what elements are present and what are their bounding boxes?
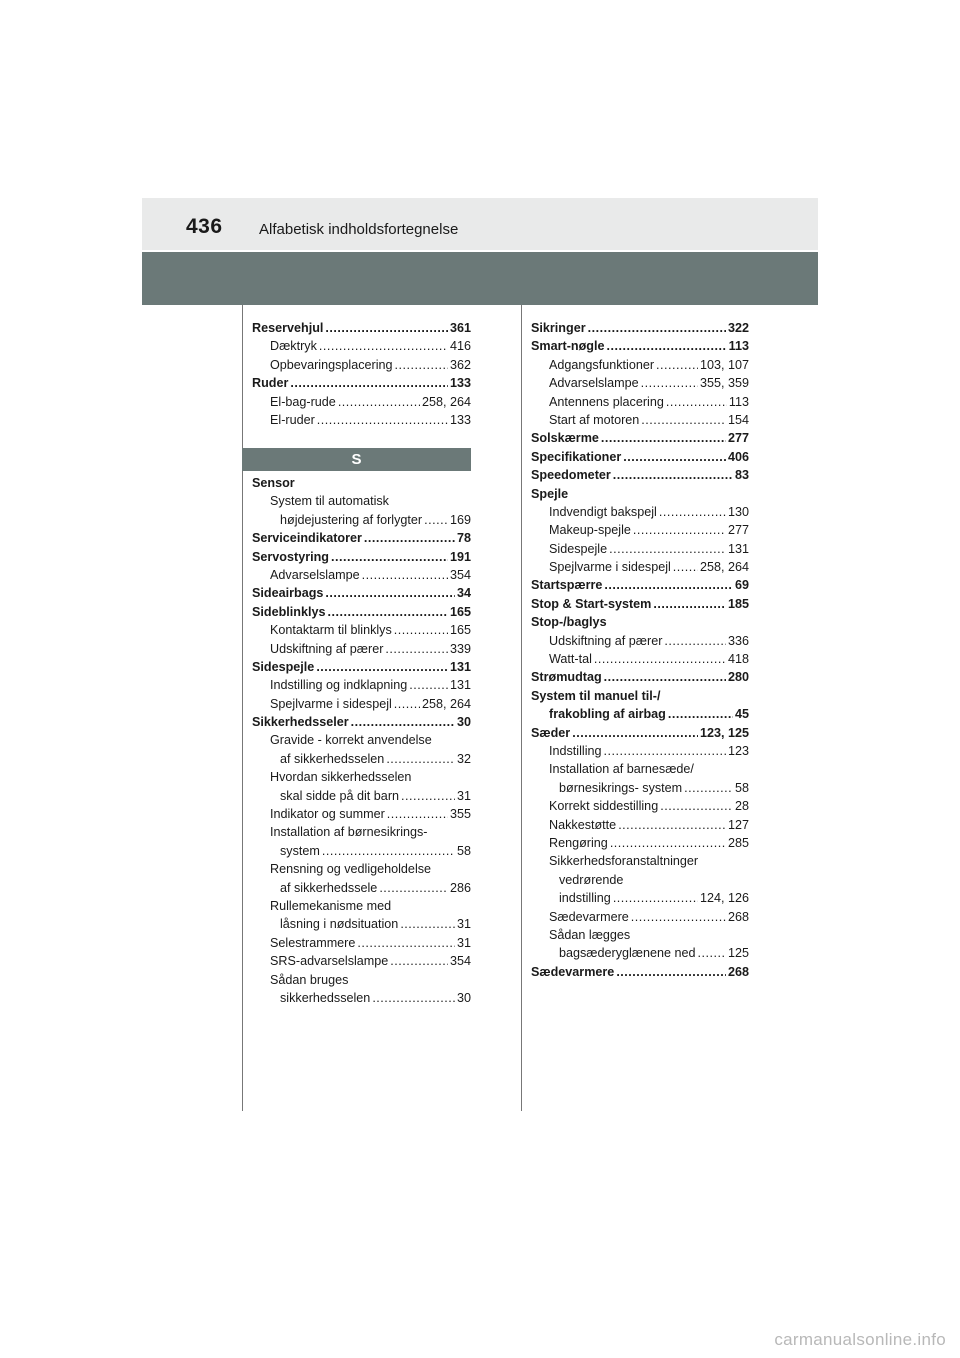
entry-label: Rullemekanisme med (270, 898, 392, 913)
entry-label: Opbevaringsplacering (270, 357, 393, 372)
index-column-2 (531, 319, 749, 981)
index-entry (531, 356, 749, 374)
entry-page-number: 336 (727, 633, 749, 648)
dot-leader (572, 724, 698, 742)
entry-label: Rensning og vedligeholdelse (270, 862, 432, 877)
entry-label: Specifikationer (531, 449, 622, 464)
dot-leader (633, 521, 726, 539)
header-band (142, 198, 818, 250)
entry-page-number: 30 (456, 990, 471, 1005)
entry-page-number: 268 (727, 964, 749, 979)
dot-leader (387, 805, 448, 823)
index-entry (531, 852, 749, 870)
entry-page-number: 45 (734, 707, 749, 722)
index-entry (531, 448, 749, 466)
dot-leader (379, 879, 448, 897)
entry-label: Kontaktarm til blinklys (270, 623, 392, 638)
entry-label: Start af motoren (549, 412, 640, 427)
entry-page-number: 285 (727, 835, 749, 850)
index-entry (252, 640, 471, 658)
entry-page-number: 34 (456, 586, 471, 601)
dot-leader (372, 989, 455, 1007)
dot-leader (401, 787, 455, 805)
index-entry (252, 750, 471, 768)
index-entry (531, 558, 749, 576)
index-entry (252, 393, 471, 411)
index-entry (531, 889, 749, 907)
index-entry (252, 823, 471, 841)
index-entry (531, 319, 749, 337)
entry-label: Sideairbags (252, 586, 324, 601)
entry-label: sikkerhedsselen (280, 990, 371, 1005)
index-entry (252, 411, 471, 429)
entry-label: Startspærre (531, 578, 603, 593)
entry-label: Sædevarmere (531, 964, 615, 979)
index-entry (531, 540, 749, 558)
entry-label: Makeup-spejle (549, 523, 631, 538)
entry-label: Stop & Start-system (531, 596, 652, 611)
entry-label: Speedometer (531, 468, 611, 483)
dot-leader (386, 750, 455, 768)
entry-page-number: 322 (727, 321, 749, 335)
index-entry (252, 658, 471, 676)
entry-label: Installation af barnesæde/ (549, 762, 694, 777)
entry-page-number: 165 (449, 604, 471, 619)
entry-label: højdejustering af forlygter (280, 512, 423, 527)
entry-label: Sådan lægges (549, 927, 631, 942)
index-entry (531, 466, 749, 484)
dot-leader (604, 668, 726, 686)
entry-page-number: 127 (727, 817, 749, 832)
index-entry (252, 529, 471, 547)
index-entry (531, 944, 749, 962)
entry-label: Gravide - korrekt anvendelse (270, 733, 432, 748)
dot-leader (395, 356, 448, 374)
entry-label: Advarselslampe (549, 376, 639, 391)
entry-page-number: 286 (449, 880, 471, 895)
dot-leader (623, 448, 726, 466)
index-entry (252, 584, 471, 602)
entry-label: Indstilling og indklapning (270, 678, 408, 693)
index-entry (252, 805, 471, 823)
index-entry (531, 816, 749, 834)
dot-leader (613, 466, 733, 484)
dot-leader (424, 511, 448, 529)
column-divider-middle (521, 305, 522, 1111)
dot-leader (409, 676, 448, 694)
index-entry (531, 613, 749, 631)
dot-leader (362, 566, 448, 584)
entry-label: El-bag-rude (270, 394, 336, 409)
index-entry (252, 787, 471, 805)
dot-leader (656, 356, 698, 374)
index-entry (252, 603, 471, 621)
entry-page-number: 31 (456, 788, 471, 803)
column-divider-left (242, 305, 243, 1111)
entry-label: Udskiftning af pærer (549, 633, 663, 648)
entry-label: System til automatisk (270, 494, 389, 509)
entry-page-number: 154 (727, 412, 749, 427)
entry-label: SRS-advarselslampe (270, 954, 389, 969)
entry-page-number: 133 (449, 412, 471, 427)
entry-page-number: 103, 107 (699, 357, 749, 372)
index-entry (252, 356, 471, 374)
dot-leader (351, 713, 455, 731)
dot-leader (400, 915, 455, 933)
entry-label: Sådan bruges (270, 972, 349, 987)
dot-leader (698, 944, 726, 962)
entry-page-number: 131 (449, 678, 471, 693)
entry-label: Adgangsfunktioner (549, 357, 655, 372)
index-entry (531, 595, 749, 613)
entry-page-number: 113 (728, 394, 749, 409)
entry-label: vedrørende (559, 872, 624, 887)
entry-page-number: 418 (727, 652, 749, 667)
index-entry (252, 621, 471, 639)
index-entry (252, 971, 471, 989)
entry-page-number: 280 (727, 670, 749, 685)
entry-label: Advarselslampe (270, 567, 360, 582)
dot-leader (616, 963, 726, 981)
entry-page-number: 355 (449, 807, 471, 822)
dot-leader (601, 429, 726, 447)
entry-label: børnesikrings- system (559, 780, 683, 795)
index-entry (252, 337, 471, 355)
index-entry (252, 842, 471, 860)
dot-leader (609, 540, 726, 558)
entry-page-number: 113 (728, 339, 749, 354)
index-entry (531, 742, 749, 760)
index-column-1-bottom (252, 474, 471, 1007)
entry-label: Installation af børnesikrings- (270, 825, 428, 840)
entry-page-number: 31 (456, 935, 471, 950)
entry-page-number: 258, 264 (421, 394, 471, 409)
entry-label: Strømudtag (531, 670, 602, 685)
dot-leader (684, 779, 733, 797)
index-entry (252, 989, 471, 1007)
index-entry (252, 474, 471, 492)
entry-label: Sikkerhedsforanstaltninger (549, 854, 699, 869)
index-entry (531, 576, 749, 594)
entry-label: Reservehjul (252, 321, 324, 335)
index-entry (252, 768, 471, 786)
index-entry (252, 676, 471, 694)
entry-label: låsning i nødsituation (280, 917, 399, 932)
entry-page-number: 185 (727, 596, 749, 611)
dot-leader (664, 632, 726, 650)
page-number: 436 (186, 215, 223, 238)
index-entry (531, 871, 749, 889)
entry-label: Watt-tal (549, 652, 592, 667)
index-entry (252, 511, 471, 529)
index-entry (531, 411, 749, 429)
entry-page-number: 355, 359 (699, 376, 749, 391)
watermark-text: carmanualsonline.info (774, 1330, 946, 1349)
dot-leader (660, 797, 733, 815)
index-entry (531, 521, 749, 539)
entry-page-number: 133 (449, 376, 471, 391)
dot-leader (653, 595, 726, 613)
index-entry (531, 834, 749, 852)
dot-leader (610, 834, 726, 852)
index-entry (531, 760, 749, 778)
entry-label: Udskiftning af pærer (270, 641, 384, 656)
entry-label: Hvordan sikkerhedsselen (270, 770, 412, 785)
entry-page-number: 406 (727, 449, 749, 464)
index-entry (252, 548, 471, 566)
entry-page-number: 354 (449, 567, 471, 582)
index-entry (531, 779, 749, 797)
entry-label: Sidespejle (252, 659, 315, 674)
index-entry (252, 731, 471, 749)
index-entry (252, 566, 471, 584)
entry-page-number: 58 (734, 780, 749, 795)
entry-page-number: 28 (734, 799, 749, 814)
dot-leader (659, 503, 726, 521)
entry-label: Sæder (531, 725, 571, 740)
entry-label: Solskærme (531, 431, 599, 446)
entry-label: Serviceindikatorer (252, 531, 362, 546)
dot-leader (385, 640, 448, 658)
index-entry (252, 915, 471, 933)
entry-label: Sædevarmere (549, 909, 629, 924)
dot-leader (588, 319, 726, 337)
entry-label: Spejlvarme i sidespejl (549, 560, 671, 575)
index-entry (531, 393, 749, 411)
index-entry (531, 337, 749, 355)
entry-label: af sikkerhedssele (280, 880, 378, 895)
entry-page-number: 123, 125 (699, 725, 749, 740)
entry-label: frakobling af airbag (549, 707, 666, 722)
section-letter-bar: S (242, 448, 471, 471)
entry-label: Stop-/baglys (531, 615, 607, 630)
entry-page-number: 361 (449, 321, 471, 335)
entry-label: Sidespejle (549, 541, 608, 556)
entry-page-number: 131 (727, 541, 749, 556)
entry-label: Indvendigt bakspejl (549, 504, 657, 519)
entry-page-number: 277 (727, 431, 749, 446)
index-entry (531, 687, 749, 705)
dot-leader (331, 548, 448, 566)
entry-label: Servostyring (252, 549, 329, 564)
index-entry (531, 503, 749, 521)
entry-label: bagsæderyglænene ned (559, 946, 696, 961)
entry-label: Sikringer (531, 321, 586, 335)
entry-label: Indstilling (549, 743, 602, 758)
index-entry (252, 934, 471, 952)
dot-leader (338, 393, 420, 411)
dot-leader (394, 621, 448, 639)
dot-leader (668, 705, 733, 723)
dot-leader (317, 411, 448, 429)
dot-leader (328, 603, 448, 621)
entry-label: skal sidde på dit barn (280, 788, 400, 803)
entry-label: Smart-nøgle (531, 339, 605, 354)
index-entry (252, 374, 471, 392)
entry-page-number: 130 (727, 504, 749, 519)
index-entry (531, 908, 749, 926)
index-entry (531, 724, 749, 742)
entry-page-number: 354 (449, 954, 471, 969)
entry-page-number: 131 (449, 659, 471, 674)
entry-label: Korrekt siddestilling (549, 799, 659, 814)
dot-leader (364, 529, 455, 547)
dot-leader (641, 374, 698, 392)
entry-label: Indikator og summer (270, 807, 385, 822)
entry-label: System til manuel til-/ (531, 688, 661, 703)
index-entry (531, 926, 749, 944)
entry-page-number: 339 (449, 641, 471, 656)
entry-label: Nakkestøtte (549, 817, 617, 832)
entry-page-number: 268 (727, 909, 749, 924)
index-entry (252, 319, 471, 337)
index-entry (531, 485, 749, 503)
entry-label: Sideblinklys (252, 604, 326, 619)
entry-page-number: 123 (727, 743, 749, 758)
index-entry (252, 879, 471, 897)
header-dark-band (142, 252, 818, 305)
dot-leader (673, 558, 698, 576)
entry-page-number: 69 (734, 578, 749, 593)
dot-leader (604, 742, 726, 760)
index-entry (531, 963, 749, 981)
index-entry (531, 374, 749, 392)
dot-leader (325, 584, 455, 602)
entry-page-number: 83 (734, 468, 749, 483)
entry-page-number: 258, 264 (421, 696, 471, 711)
dot-leader (594, 650, 726, 668)
index-entry (252, 860, 471, 878)
index-entry (531, 797, 749, 815)
dot-leader (613, 889, 698, 907)
entry-label: Spejlvarme i sidespejl (270, 696, 392, 711)
entry-page-number: 31 (456, 917, 471, 932)
entry-label: Rengøring (549, 835, 608, 850)
dot-leader (631, 908, 726, 926)
dot-leader (322, 842, 455, 860)
dot-leader (606, 337, 726, 355)
entry-page-number: 125 (727, 946, 749, 961)
dot-leader (394, 695, 420, 713)
entry-page-number: 165 (449, 623, 471, 638)
dot-leader (618, 816, 726, 834)
entry-page-number: 169 (449, 512, 471, 527)
entry-page-number: 191 (449, 549, 471, 564)
dot-leader (290, 374, 448, 392)
entry-label: indstilling (559, 891, 611, 906)
index-column-1-top (252, 319, 471, 429)
index-entry (531, 429, 749, 447)
dot-leader (666, 393, 727, 411)
entry-label: Antennens placering (549, 394, 664, 409)
index-entry (531, 632, 749, 650)
page-title: Alfabetisk indholdsfortegnelse (259, 221, 459, 238)
dot-leader (357, 934, 455, 952)
index-entry (252, 952, 471, 970)
entry-label: El-ruder (270, 412, 315, 427)
dot-leader (316, 658, 448, 676)
entry-label: system (280, 843, 320, 858)
entry-page-number: 277 (727, 523, 749, 538)
entry-page-number: 78 (456, 531, 471, 546)
dot-leader (641, 411, 726, 429)
index-entry (252, 713, 471, 731)
entry-label: Spejle (531, 486, 569, 501)
index-entry (252, 897, 471, 915)
index-entry (531, 668, 749, 686)
index-entry (531, 650, 749, 668)
index-entry (531, 705, 749, 723)
index-entry (252, 695, 471, 713)
entry-label: Dæktryk (270, 339, 317, 354)
dot-leader (319, 337, 448, 355)
entry-page-number: 362 (449, 357, 471, 372)
index-entry (252, 492, 471, 510)
entry-page-number: 30 (456, 715, 471, 730)
entry-label: Sikkerhedsseler (252, 715, 349, 730)
entry-label: Selestrammere (270, 935, 356, 950)
entry-label: Ruder (252, 376, 289, 391)
entry-page-number: 124, 126 (699, 891, 749, 906)
entry-page-number: 58 (456, 843, 471, 858)
dot-leader (390, 952, 448, 970)
entry-page-number: 258, 264 (699, 560, 749, 575)
dot-leader (325, 319, 448, 337)
entry-page-number: 416 (449, 339, 471, 354)
entry-label: af sikkerhedsselen (280, 751, 385, 766)
dot-leader (604, 576, 733, 594)
entry-page-number: 32 (456, 751, 471, 766)
entry-label: Sensor (252, 476, 295, 490)
